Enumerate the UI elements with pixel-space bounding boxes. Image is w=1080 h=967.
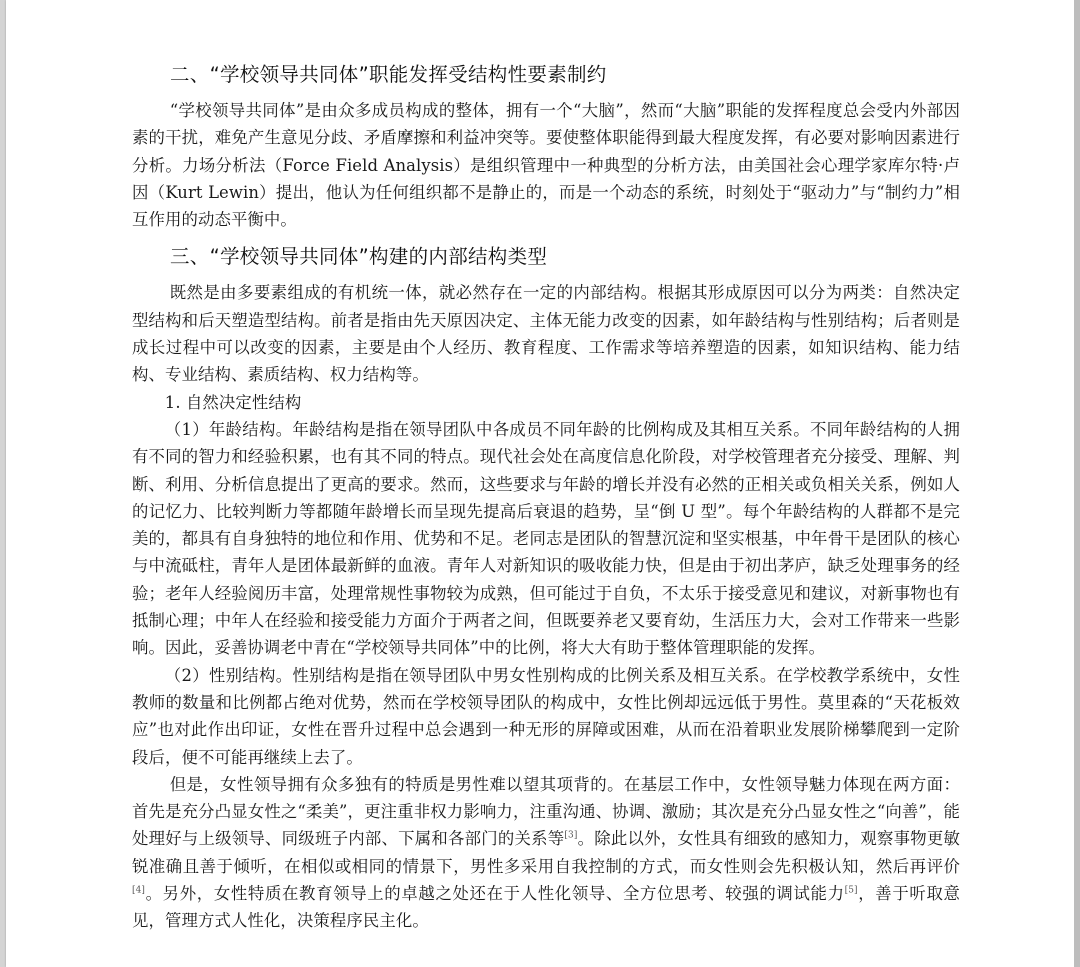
citation-4[interactable]: [4] [132,885,146,896]
page-content [132,58,960,935]
subsection-title: 1. 自然决定性结构 [164,392,302,412]
citation-3[interactable]: [3] [564,830,578,841]
section-heading-2: 二、“学校领导共同体”职能发挥受结构性要素制约 [170,63,607,86]
female-text-b: 。除此以外，女性具有细致的感知力，观察事物更敏锐准确且善于倾听，在相似或相同的情景下，男性多采用自我控制的方式，而女性则会先积极认知，然后再评价 [132,829,960,876]
section-heading-3: 三、“学校领导共同体”构建的内部结构类型 [170,245,548,269]
viewer-edge [1074,0,1080,967]
document-page [6,0,1074,967]
female-text-c: 。另外，女性特质在教育领导上的卓越之处还在于人性化领导、全方位思考、较强的调试能力 [145,884,845,904]
female-leadership-paragraph [132,771,960,935]
age-structure-paragraph: （1）年龄结构。年龄结构是指在领导团队中各成员不同年龄的比例构成及其相互关系。不同年龄结构的人拥有不同的智力和经验积累，也有其不同的特点。现代社会处在高度信息化阶段，对学校管理者充分接受、理解、判断、利用、分析信息提出了更高的要求。然而，这些要求与年龄的增长并没有必然的正相关或负相关关系，例如人的记忆力、比较判断力等都随年龄增长而呈现先提高后衰退的趋势，呈“倒 U 型”。每个年龄结构的人群都不是完美的，都具有自身独特的地位和作用、优势和不足。老同志是团队的智慧沉淀和坚实根基，中年骨干是团队的核心与中流砥柱，青年人是团体最新鲜的血液。青年人对新知识的吸收能力快，但是由于初出茅庐，缺乏处理事务的经验；老年人经验阅历丰富，处理常规性事物较为成熟，但可能过于自负，不太乐于接受意见和建议，对新事物也有抵制心理；中年人在经验和接受能力方面介于两者之间，但既要养老又要育幼，生活压力大，会对工作带来一些影响。因此，妥善协调老中青在“学校领导共同体”中的比例，将大大有助于整体管理职能的发挥。 [132,419,960,658]
section3-intro-paragraph: 既然是由多要素组成的有机统一体，就必然存在一定的内部结构。根据其形成原因可以分为两类：自然决定型结构和后天塑造型结构。前者是指由先天原因决定、主体无能力改变的因素，如年龄结构与性别结构；后者则是成长过程中可以改变的因素，主要是由个人经历、教育程度、工作需求等培养塑造的因素，如知识结构、能力结构、专业结构、素质结构、权力结构等。 [132,283,960,385]
section2-paragraph: “学校领导共同体”是由众多成员构成的整体，拥有一个“大脑”，然而“大脑”职能的发挥程度总会受内外部因素的干扰，难免产生意见分歧、矛盾摩擦和利益冲突等。要使整体职能得到最大程度发挥，有必要对影响因素进行分析。力场分析法（Force Field Analysis）是组织管理中一种典型的分析方法，由美国社会心理学家库尔特·卢因（Kurt Lewin）提出，他认为任何组织都不是静止的，而是一个动态的系统，时刻处于“驱动力”与“制约力”相互作用的动态平衡中。 [132,101,960,230]
female-text-d: ，善于听取意见，管理方式人性化，决策程序民主化。 [132,884,960,931]
citation-5[interactable]: [5] [844,885,858,896]
spacer [132,233,960,240]
gender-structure-paragraph: （2）性别结构。性别结构是指在领导团队中男女性别构成的比例关系及相互关系。在学校教学系统中，女性教师的数量和比例都占绝对优势，然而在学校领导团队的构成中，女性比例却远远低于男性。莫里森的“天花板效应”也对此作出印证，女性在晋升过程中总会遇到一种无形的屏障或困难，从而在沿着职业发展阶梯攀爬到一定阶段后，便不可能再继续上去了。 [132,665,960,767]
female-text-a: 但是，女性领导拥有众多独有的特质是男性难以望其项背的。在基层工作中，女性领导魅力体现在两方面：首先是充分凸显女性之“柔美”，更注重非权力影响力，注重沟通、协调、激励；其次是充分凸显女性之“向善”，能处理好与上级领导、同级班子内部、下属和各部门的关系等 [132,774,960,849]
